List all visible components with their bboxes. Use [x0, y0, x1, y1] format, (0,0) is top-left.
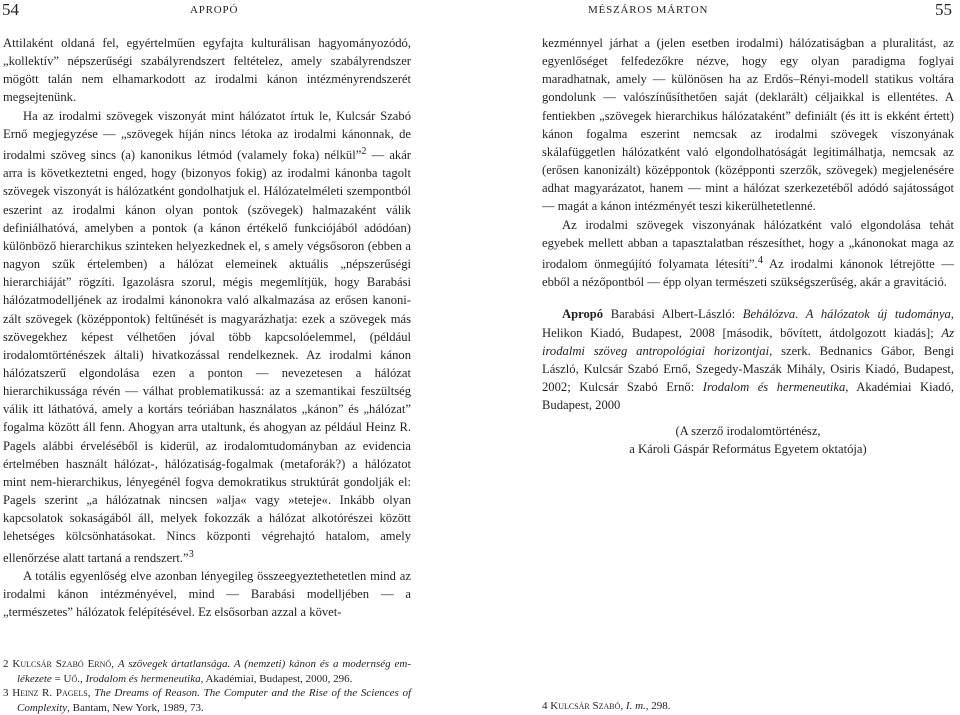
author-affiliation: (A szerző irodalomtörténész, a Károli Gáspár Református Egyetem oktatója) — [629, 424, 867, 457]
footnote-4: 4 Kulcsár Szabó, I. m., 298. — [542, 700, 671, 712]
footnote-ref: 3 — [188, 548, 194, 560]
paragraph-text: Ha az irodalmi szövegek viszonyát mint hálózatot írtuk le, Kulcsár Szabó Ernő megjegyzése — „szövegek híján nincs létoka az irodalmi kánonnak, de irodalmi szöveg sincs (a) kanonikus létmód (valamely foka) nélkül” — [3, 108, 411, 163]
right-page — [480, 0, 960, 714]
footnote-2: 2 Kulcsár Szabó Ernő, A szövegek ártatlansága. A (nemzeti) kánon és a modernség emlékezete = Uő., Irodalom és hermeneutika, Akadémiai, Budapest, 2000, 296. — [3, 658, 411, 685]
paragraph-text: — akár arra is következtetni enged, hogy (bizonyos fokig) az irodalmi kánonba tagolt szövegek viszonyát is hálózatként gondolhatjuk el. Hálózatelméleti szempontból eszerint az irodalmi kánon olyan pontok (szövegek) halmazaként válik definiálhatóvá, amelyben a pontok (a kánon értékelő funkciójából adódóan) különböző hierarchikus szinteken helyezkednek el, s amely végsősoron (ebben a nagyon szűk értelemben) a hálózat elemeinek aktuális „népszerűségi hierarchiáját” rögzíti. Igazolásra szorul, mégis megemlítjük, hogy Barabási hálózatmodelljének az irodalmi kánonokra való alkalmazása az erősen kanonizált szövegek (középpontok) feltűnését is magyarázhatja: ezek a szövegek más szövegekhez képest vélhetően jóval több kapcsolóelemmel, (például irodalomtörténészek általi) hivatkozással rendelkeznek. Az irodalmi kánon hálózatszerű elgondolása ezen a ponton — nevezetesen a hálózat hierarchikussága révén — válhat problematikussá: az a szemantikai feszültség válik itt láthatóvá, amely a kortárs teóriában használatos „kánon” és „hálózat” fogalma között áll fenn. Ahogyan arra utaltunk, és ahogyan az például Heinz R. Pagels alábbi érveléséből is kiderül, az irodalomtudományban az evidencia értelmében használt hálózat-, hálózatiság-fogalmak (metaforák?) a hálózatot mint nem-hierarchikus, lényegénél fogva demokratikus struktúrát gondolják el: Pagels szerint „a hálózatnak nincsen »alja« vagy »teteje«. Inkább olyan kapcsolatok sokaságából áll, melyek fokozzák a hálózat alkotórészei között lehetséges kölcsönhatásokat. Nincs központi végrehajtó hatalom, amely ellenőrzése alatt tartaná a rendszert.” — [3, 148, 411, 565]
paragraph: Attilaként oldaná fel, egyértelműen egyfajta kulturálisan hagyományozódó, „kollektív” népszerűségi szabályrendszert feltételez, amely szabályrendszer mögött talán nem elhamarkodott az irodalmi kánon intézményrendszerét megsejtenünk. — [3, 36, 411, 105]
footnotes — [3, 657, 411, 715]
footnotes — [542, 699, 954, 714]
main-text-column — [542, 34, 954, 459]
footnote-ref: 2 — [361, 145, 367, 157]
paragraph — [542, 216, 954, 292]
footnote-ref: 4 — [757, 254, 763, 266]
paragraph-text: Az irodalmi kánonok létrejötte — ebből a nézőpontból — épp olyan természeti szükségszerűség, akár a gravitáció. — [542, 257, 954, 290]
apropo-label: Apropó — [562, 307, 604, 322]
apropo-bibliography: Apropó Barabási Albert-László: Behálózva. A hálózatok új tudománya, Helikon Kiadó, Budapest, 2008 [második, bővített, átdolgozott kiadás]; Az irodalmi szöveg antropológiai horizontjai, szerk. Bednanics Gábor, Bengi László, Kulcsár Szabó Ernő, Szegedy-Maszák Mihály, Osiris Kiadó, Budapest, 2002; Kulcsár Szabó Ernő: Irodalom és hermeneutika, Akadémiai Kiadó, Budapest, 2000 — [542, 307, 954, 413]
page-number: 55 — [935, 0, 952, 19]
paragraph: A totális egyenlőség elve azonban lényegileg összeegyeztethetetlen mind az irodalmi kánon intézményével, mind — Barabási modelljében — a „természetes” hálózatok felépítésével. Ez elsősorban azzal a követ- — [3, 568, 411, 620]
running-head: MÉSZÁROS MÁRTON — [588, 4, 709, 16]
left-page — [0, 0, 480, 714]
main-text-column — [3, 34, 411, 621]
running-head: APROPÓ — [190, 4, 239, 16]
page-number: 54 — [2, 0, 19, 19]
footnote-3: 3 Heinz R. Pagels, The Dreams of Reason. The Computer and the Rise of the Sciences of Complexity, Bantam, New York, 1989, 73. — [3, 687, 412, 714]
paragraph — [3, 107, 411, 567]
paragraph: kezménnyel járhat a (jelen esetben irodalmi) hálózatiságban a pluralitást, az egyenlőséget felfedezőkre nézve, hogy egy olyan paradigma foglyai maradhatnak, amely — különösen ha az Erdős–Rényi-modell statikus voltára gondolunk — valószínűsíthetően saját (deklarált) céljaikkal is ellentétes. A fentiekben „szövegek hierarchikus hálózataként” definiált (és itt is ekként értett) kánon fogalma eszerint nemcsak az irodalmi szövegek viszonyának skálafüggetlen hálózatként való elgondolhatóságát legitimálhatja, nemcsak az (erősen kanonizált) középpontok (középponti szerzők, szövegek) megjelenésére adhat magyarázatot, hanem — mint a hálózat szerkezetéből adódó sajátosságot — magát a kánon intézményét teszi kikerülhetetlenné. — [542, 36, 954, 214]
paragraph-text: Az irodalmi szövegek viszonyának hálózatként való elgondolása tehát egyebek mellett abban a tapasztalatban részesíthet, hogy a „kánonokat maga az irodalom önmegújító folyamata létesíti”. — [542, 217, 954, 272]
